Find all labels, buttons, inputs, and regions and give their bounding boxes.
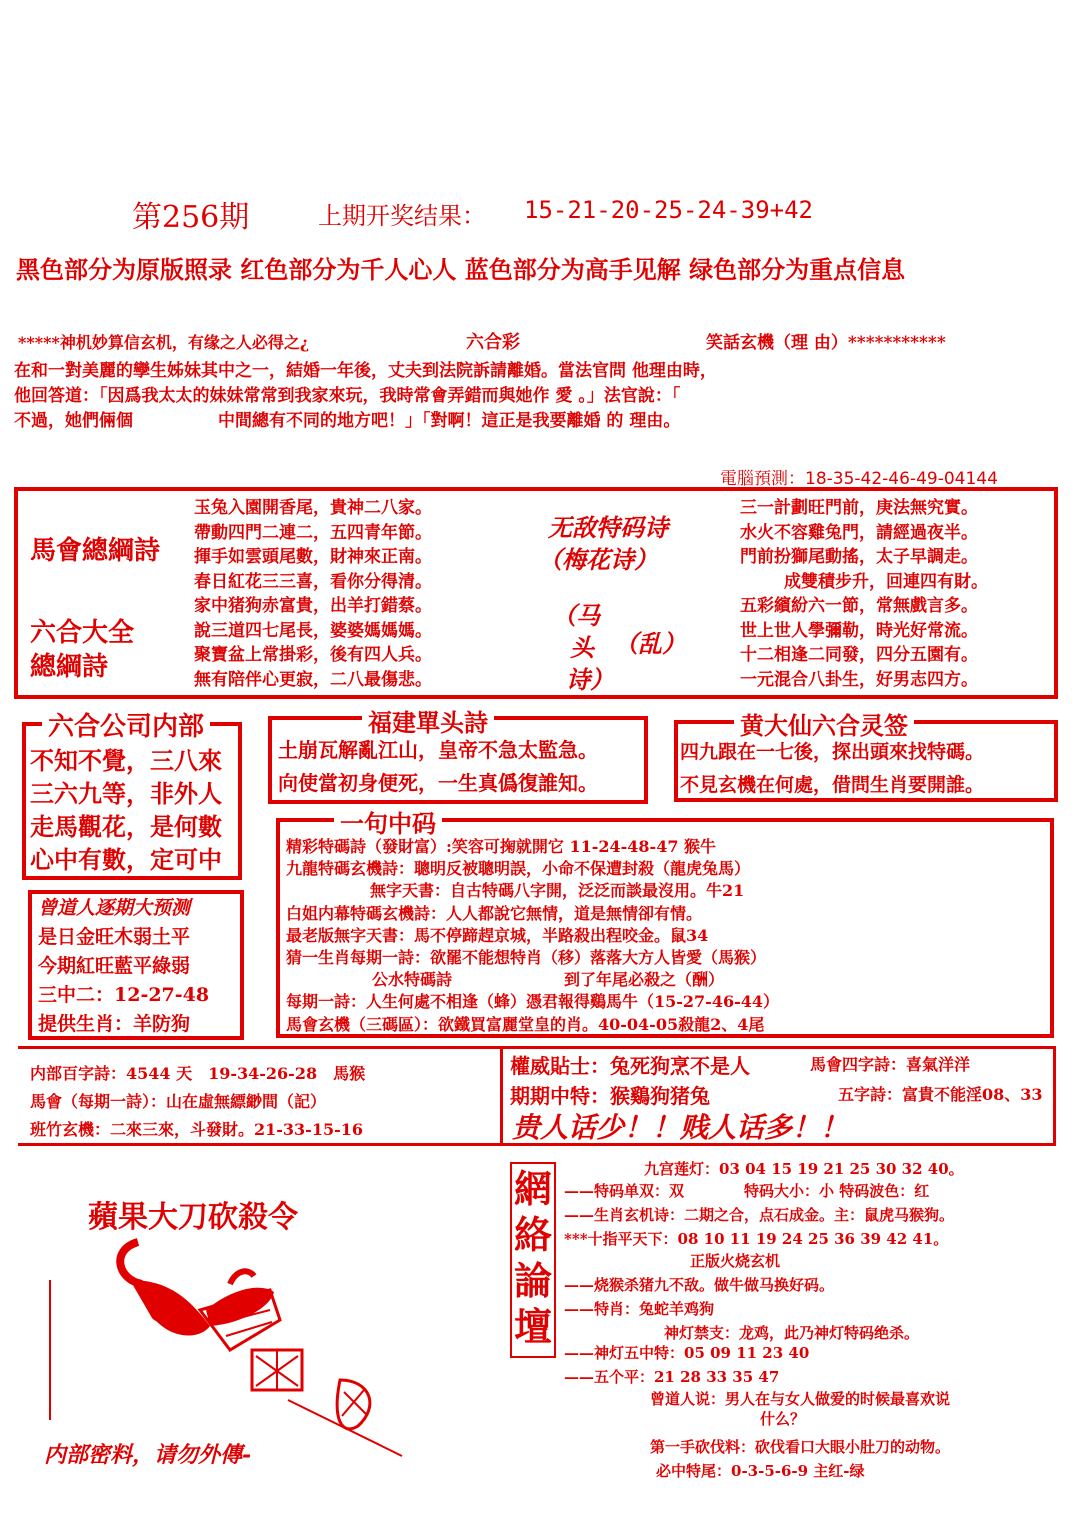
shi-label: 诗） (566, 665, 614, 694)
result-label: 上期开奖结果： (318, 202, 486, 230)
huangdaxian-lines (680, 736, 984, 802)
ma-label: （马 (552, 601, 600, 630)
forum-char: 絡 (514, 1212, 553, 1257)
huangdaxian-title: 黄大仙六合灵签 (734, 706, 914, 741)
fujian-line: 向使當初身便死，一生真僞復誰知。 (278, 771, 598, 795)
zengdaoren-line: 今期紅旺藍平綠弱 (38, 955, 191, 977)
one-sentence-line: 猜一生肖每期一詩：欲罷不能想特肖（移）落落大方人皆愛（馬猴） (286, 948, 767, 968)
mahui-title: 馬會總綱詩 (30, 536, 161, 566)
result-value: 15-21-20-25-24-39+42 (524, 196, 813, 224)
zengdaoren-lines (38, 894, 209, 1039)
one-sentence-line: 精彩特碼詩（發財富）:笑容可掬就開它 11-24-48-47 猴牛 (286, 837, 717, 856)
knife-illustration (40, 1230, 420, 1470)
forum-line: ——神灯五中特：05 09 11 23 40 (564, 1344, 810, 1362)
right-poem-line: 成雙積步升，回連四有財。 (784, 571, 988, 592)
luan-label: （乱） (614, 629, 686, 658)
forum-line: ——生肖玄机诗：二期之合，点石成金。主：鼠虎马猴狗。 (564, 1206, 955, 1224)
wudi-title: 无敌特码诗 (548, 513, 668, 542)
forum-line: ——特码单双：双 特码大小：小 特码波色：红 (564, 1182, 930, 1200)
issue-number: 第256期 (132, 200, 250, 235)
poem-line: 家中猪狗赤富貴，出羊打錯蔡。 (194, 596, 432, 616)
bottom-left-line: 班竹玄機：二來三來，斗發財。21-33-15-16 (30, 1120, 363, 1139)
forum-line: 正版火烧玄机 (690, 1252, 781, 1270)
forum-line: 什么？ (760, 1410, 806, 1428)
computer-forecast: 電腦預測：18-35-42-46-49-04144 (720, 469, 998, 489)
one-sentence-line: 最老版無字天書：馬不停蹄趕京城，半路殺出程咬金。鼠34 (286, 925, 709, 945)
company-lines (30, 744, 222, 876)
forum-line: 必中特尾：0-3-5-6-9 主红-绿 (656, 1462, 865, 1480)
right-poem-line: 五彩繽紛六一節，常無戲言多。 (740, 596, 978, 616)
one-sentence-title: 一句中码 (334, 804, 442, 839)
poem-line: 說三道四七尾長，婆婆媽媽媽。 (194, 620, 432, 641)
forum-char: 網 (514, 1166, 553, 1211)
poem-line: 帶動四門二連二，五四青年節。 (194, 522, 432, 543)
fujian-line: 土崩瓦解亂江山，皇帝不急太監急。 (278, 738, 598, 762)
joke-line-3: 他回答道：「因爲我太太的妹妹常常到我家來玩，我時常會弄錯而與她作 愛 。」法官說：「 (14, 386, 681, 406)
forum-char: 論 (514, 1258, 553, 1303)
right-poem-line: 十二相逢二同發，四分五園有。 (740, 645, 978, 665)
five-word-poem: 五字詩：富貴不能淫08、33 (838, 1085, 1043, 1104)
forum-line: 曾道人说：男人在与女人做爱的时候最喜欢说 (650, 1390, 951, 1408)
one-sentence-line: 馬會玄機（三碼區）：欲鐵買富麗堂皇的肖。40-04-05殺龍2、4尾 (286, 1014, 765, 1034)
poem-line: 聚寶盆上常掛彩，後有四人兵。 (194, 645, 432, 665)
poem-lines (194, 496, 432, 692)
right-poem-line: 世上世人學彌勒，時光好常流。 (740, 620, 978, 641)
mahui-four-word: 馬會四字詩：喜氣洋洋 (810, 1055, 971, 1074)
one-sentence-lines (286, 836, 779, 1036)
apple-footer: 内部密料，请勿外傳- (44, 1442, 252, 1468)
one-sentence-line: 無字天書：自古特碼八字開，泛泛而談最沒用。牛21 (370, 881, 745, 901)
company-line: 走馬觀花，是何數 (30, 812, 222, 841)
forum-vertical-label (514, 1166, 552, 1350)
meihua-title: （梅花诗） (538, 545, 658, 574)
forum-line: ——烧猴杀猪九不敌。做牛做马换好码。 (564, 1276, 835, 1294)
zengdaoren-title: 曾道人逐期大预测 (38, 897, 191, 919)
fujian-lines (278, 734, 598, 800)
bottom-left-lines (30, 1060, 365, 1144)
color-legend: 黑色部分为原版照录 红色部分为千人心人 蓝色部分为高手见解 绿色部分为重点信息 (16, 256, 906, 284)
joke-line-2: 在和一對美麗的孿生姊妹其中之一，結婚一年後，丈夫到法院訴請離婚。當法官問 他理由時， (14, 361, 717, 381)
right-poem-line: 門前扮獅尾動搖，太子早調走。 (740, 547, 978, 567)
slogan: 贵人话少！！贱人话多！！ (512, 1111, 849, 1144)
right-poem-line: 水火不容雞兔門，請經過夜半。 (740, 522, 978, 543)
right-poem-line: 一元混合八卦生，好男志四方。 (740, 669, 978, 690)
forum-line: 神灯禁支：龙鸡，此乃神灯特码绝杀。 (664, 1324, 920, 1342)
joke-line-1a: *****神机妙算信玄机，有缘之人必得之¿ (18, 333, 310, 352)
authority-tip: 權威貼士：兔死狗烹不是人 (510, 1054, 750, 1078)
huangdaxian-line: 不見玄機在何處，借問生肖要開誰。 (680, 774, 985, 796)
every-issue-special: 期期中特：猴鷄狗猪兔 (510, 1084, 710, 1108)
forum-char: 壇 (514, 1304, 553, 1349)
fujian-title: 福建單头詩 (362, 703, 494, 738)
apple-title: 蘋果大刀砍殺令 (88, 1200, 298, 1235)
liuhe-title-b: 總綱詩 (30, 652, 109, 682)
zengdaoren-line: 三中二：12-27-48 (38, 984, 210, 1006)
one-sentence-line: 白姐内幕特碼玄機詩：人人都說它無情，道是無情卻有情。 (286, 903, 703, 923)
huangdaxian-line: 四九跟在一七後，探出頭來找特碼。 (680, 741, 985, 763)
joke-line-1c: 笑話玄機（理 由）*********** (706, 333, 946, 353)
bottom-left-line: 内部百字詩：4544 天 19-34-26-28 馬猴 (30, 1064, 366, 1083)
liuhe-title-a: 六合大全 (30, 618, 135, 648)
joke-line-1b: 六合彩 (466, 332, 520, 353)
company-title: 六合公司内部 (42, 706, 210, 743)
zengdaoren-line: 提供生肖：羊防狗 (38, 1013, 191, 1035)
poem-line: 春日紅花三三喜，看你分得清。 (194, 571, 432, 592)
one-sentence-line: 公水特碼詩 到了年尾必殺之（酬） (372, 970, 725, 990)
one-sentence-line: 每期一詩：人生何處不相逢（蜂）憑君報得鷄馬牛（15-27-46-44） (286, 992, 779, 1012)
joke-line-4: 不過，她們倆個 中間總有不同的地方吧！」「對啊！這正是我要離婚 的 理由。 (14, 411, 681, 431)
tou-label: 头 (570, 633, 594, 662)
company-line: 三六九等，非外人 (30, 779, 222, 808)
right-poem-lines (740, 496, 988, 692)
poem-line: 玉兔入園開香尾，貴神二八家。 (194, 498, 432, 518)
one-sentence-line: 九龍特碼玄機詩：聰明反被聰明誤，小命不保遭封殺（龍虎兔馬） (286, 859, 751, 879)
zengdaoren-line: 是日金旺木弱土平 (38, 926, 191, 948)
company-line: 心中有數，定可中 (30, 845, 222, 874)
forum-line: 九宫莲灯：03 04 15 19 21 25 30 32 40。 (644, 1160, 964, 1178)
company-line: 不知不覺，三八來 (30, 746, 222, 775)
poem-line: 無有陪伴心更寂，二八最傷悲。 (194, 669, 432, 690)
bottom-left-line: 馬會（每期一詩）：山在虛無縹緲間（記） (30, 1092, 327, 1111)
forum-line: ——特肖：兔蛇羊鸡狗 (564, 1300, 715, 1318)
right-poem-line: 三一計劃旺門前，庚法無究實。 (740, 498, 978, 518)
forum-line: 第一手砍伐料：砍伐看口大眼小肚刀的动物。 (650, 1438, 951, 1456)
poem-line: 揮手如雲頭尾數，財神來正南。 (194, 547, 432, 567)
bottom-box-divider (500, 1046, 503, 1146)
forum-line: ——五个平：21 28 33 35 47 (564, 1368, 780, 1386)
forum-line: ***十指平天下：08 10 11 19 24 25 36 39 42 41。 (564, 1230, 949, 1248)
